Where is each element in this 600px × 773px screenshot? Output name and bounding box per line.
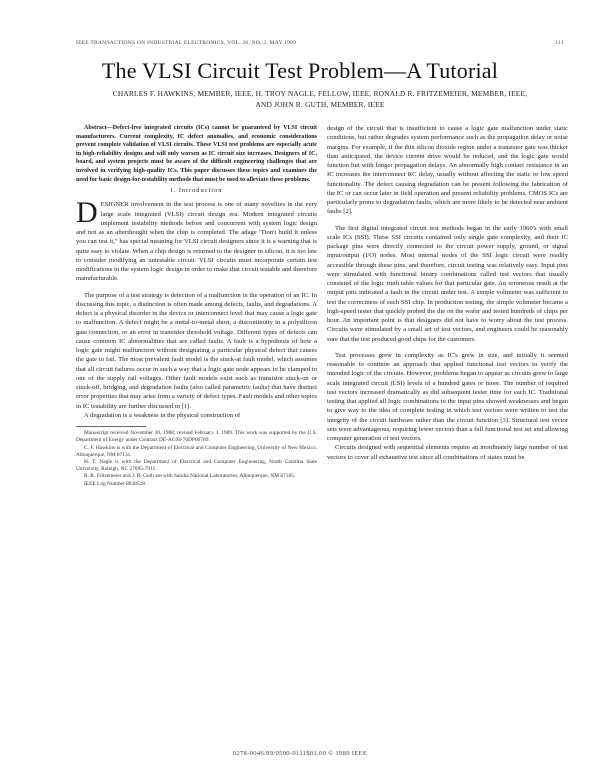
footnote-manuscript: Manuscript received November 30, 1988; revised February 3, 1989. This work was supported by the U.S. Department of Energy under Contract DE-AC04-76DP00789. — [76, 430, 317, 444]
right-paragraph-3: Test processes grew in complexity as IC's grew in size, and initially it seemed reasonable to continue an approach that applied functional test vectors to verify the intended logic of the circuits. However, problems began to appear as circuits grew to large scale integrated circuit (LSI) levels of a hundred gates or more. The number of required test vectors increased dramatically as did subsequent tester time for each IC. Traditional testing that applied all logic combinations to the input pins showed weaknesses and began to give way to the idea of complete testing in which test vectors were written to test the integrity of the circuit hardware rather than the circuit function [3]. Structural test vector sets were advantageous, requiring fewer vectors than a full functional test set and allowing computer generation of test vectors. — [327, 351, 568, 442]
footnote-author-nagle: H. T. Nagle is with the Department of Electrical and Computer Engineering, North Carolina State University, Raleigh, NC 27695-7911. — [76, 458, 317, 473]
drop-cap: D — [76, 196, 98, 230]
author-line-1: CHARLES F. HAWKINS, MEMBER, IEEE, H. TROY NAGLE, FELLOW, IEEE, RONALD R. FRITZEMEIER, MEMBER, IEEE, — [112, 89, 528, 98]
intro-paragraph-1 — [76, 196, 317, 283]
page-number: 111 — [555, 40, 564, 46]
footnote-author-hawkins: C. F. Hawkins is with the Department of Electrical and Computer Engineering, University of New Mexico, Albuquerque, NM 87131. — [76, 444, 317, 458]
left-column — [76, 124, 317, 488]
right-paragraph-2: The first digital integrated circuit test methods began in the early 1960's with small scale ICs (SSI). These SSI circuits contained only single gate complexity, and their IC package pins were directly connected to the circuit power supply, ground, or signal input/output (I/O) nodes. Most internal nodes of the SSI logic circuit were readily accessible through these pins, and therefore, circuit testing was relatively easy. Input pins were stimulated with functional binary combinations called test vectors that usually consisted of the logic truth table values for that particular gate. An erroneous result at the output pins indicated a fault in the circuit under test. A simple voltmeter was sufficient to test the correctness of each SSI chip. In production testing, the simple voltmeter became a high-speed tester that quickly probed the die on the wafer and tested hundreds of chips per hour. An important point is that designers did not have to worry about the test process. Circuits were stimulated by a small set of test vectors, and engineers could be reasonably sure that the test produced good chips for the customers. — [327, 224, 568, 343]
author-line-2: AND JOHN R. GUTH, MEMBER, IEEE — [255, 100, 385, 109]
right-paragraph-1: design of the circuit that is insufficient to cause a logic gate malfunction under static conditions, but rather degrades system performance such as the propagation delay or noise margins. For example, if the thin silicon dioxide region under a transistor gate was thicker than anticipated, the device current drive would be reduced, and the logic gate would function but with longer propagation delays. An abnormally high contact resistance in an IC increases the interconnect RC delay, usually without affecting the static or low speed functionality. The defect causing degradation can be present following the fabrication of the IC or can occur later in field operation and present reliability problems. CMOS ICs are particularly prone to degradation faults, which are more likely to be detected near ambient faults [2]. — [327, 125, 568, 216]
intro-paragraph-3: A degradation is a weakness in the physical construction of — [84, 411, 241, 419]
running-header — [76, 40, 564, 46]
copyright-footer: 0278-0046/89/0500-0111$01.00 © 1989 IEEE — [232, 750, 368, 757]
intro-paragraph-2: The purpose of a test strategy is detection of a malfunction in the operation of an IC. In discussing this topic, a distinction is often made among defects, faults, and degradations. A defect is a physical disorder in the device or interconnect level that may cause a logic gate to malfunction. A defect might be a metal-to-metal short, a discontinuity in a polysilicon gate connection, or an error in transistor threshold voltage. Different types of defects can cause common IC abnormalities that are called faults. A fault is a hypothesis of how a logic gate might malfunction without designating a particular physical defect that causes the gate to fail. The most prevalent fault model is the stuck-at fault model, which assumes that all circuit failures occur in such a way that a logic gate node appears to be clamped to one of the supply rail voltages. Other fault models exist such as transistor stuck-on or stuck-off, bridging, and degradation faults (also called parametric faults) that have distinct error properties that may arise from a variety of defect types. Fault models and other topics in IC testability are further discussed in [1]. — [76, 291, 317, 410]
author-list — [70, 88, 570, 110]
footnote-rule — [76, 426, 146, 427]
section-heading-introduction: I. Introduction — [170, 187, 223, 195]
paper-title: The VLSI Circuit Test Problem—A Tutorial — [101, 58, 499, 83]
right-column — [327, 124, 568, 462]
abstract: Abstract—Defect-free integrated circuits (ICs) cannot be guaranteed by VLSI circuit manufacturers. Current complexity, IC defect anomalies, and economic considerations prevent complete validation of VLSI circuits. These VLSI test problems are especially acute in high-reliability designs and will only worsen as IC circuit size increases. Designers of IC, board, and system projects must be aware of the difficult engineering challenges that are involved in verifying high-quality ICs. This paper discusses these topics and examines the need for basic design-for-testability methods that must be used to alleviate these problems. — [76, 125, 317, 183]
right-paragraph-4: Circuits designed with sequential elements require an inordinately large number of test vectors to cover all exhaustive test since all combinations of states must be — [327, 444, 568, 461]
journal-name: IEEE TRANSACTIONS ON INDUSTRIAL ELECTRONICS, VOL. 36, NO. 2, MAY 1989 — [76, 40, 297, 46]
intro-paragraph-1-text: ESIGNER involvement in the test process is one of many novelties in the very large scale integrated (VLSI) circuit design era. Modern integrated circuits implement testability methods before and concurrent with system logic design and not as an afterthought when the chip is completed. The adage "Don't build it unless you can test it," has special meaning for VLSI circuit designers since it is a warning that is quite easy to violate. When a chip design is returned to the designer in silicon, it is too late to consider modifying an untestable circuit. VLSI circuits must incorporate certain test modifications in the system logic design in order to make that circuit testable and therefore manufacturable. — [76, 201, 317, 283]
footnote-author-sandia: R. R. Fritzemeier and J. R. Guth are with Sandia National Laboratories, Albuquerque, NM 87185. — [84, 473, 296, 480]
footnote-log-number: IEEE Log Number 8928528. — [84, 480, 147, 487]
